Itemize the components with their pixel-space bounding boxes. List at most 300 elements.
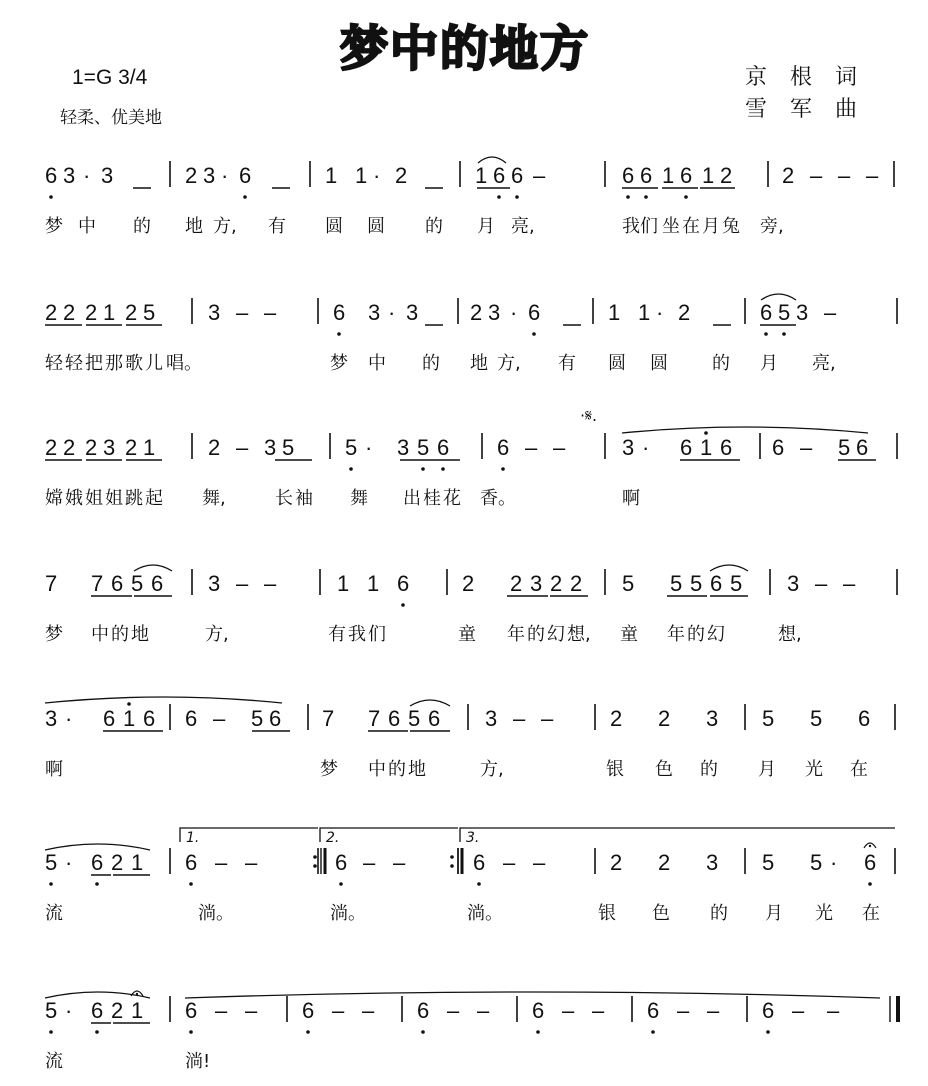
note: 6 — [185, 706, 198, 731]
note: 3 — [406, 300, 419, 325]
lyric-syllable: 桂 — [423, 488, 441, 509]
octave-dot-low — [49, 195, 53, 199]
lyric-syllable: 月 — [702, 216, 720, 237]
lyric-syllable: 方, — [213, 216, 237, 237]
octave-dot-low — [337, 332, 341, 336]
octave-dot-low — [49, 882, 53, 886]
duration-dash: – — [236, 300, 249, 325]
note: 2 — [658, 850, 671, 875]
octave-dot-low — [651, 1030, 655, 1034]
lyric-syllable: 们 — [368, 624, 386, 645]
octave-dot-low — [401, 603, 405, 607]
note: 6 — [680, 163, 693, 188]
lyric-syllable: 地 — [470, 353, 488, 374]
note: 3 — [203, 163, 216, 188]
lyric-syllable: 娥 — [65, 488, 83, 509]
duration-dash: – — [245, 998, 258, 1023]
lyric-syllable: 在 — [850, 759, 868, 780]
note: 7 — [368, 706, 381, 731]
lyric-syllable: 地 — [131, 624, 149, 645]
note: 6 — [710, 571, 723, 596]
octave-dot-low — [766, 1030, 770, 1034]
octave-dot-low — [764, 332, 768, 336]
note: 5 — [417, 435, 430, 460]
octave-dot-low — [684, 195, 688, 199]
lyric-syllable: 有 — [558, 353, 576, 374]
note: 2 — [678, 300, 691, 325]
song-title: 梦中的地方 — [339, 21, 590, 77]
note: 5 — [762, 850, 775, 875]
note: 6 — [397, 571, 410, 596]
duration-dash: – — [592, 998, 605, 1023]
lyric-syllable: 在 — [862, 903, 880, 924]
note: 3 — [530, 571, 543, 596]
lyric-syllable: 的 — [422, 353, 440, 374]
note: 1 — [123, 706, 136, 731]
lyric-syllable: 色 — [652, 903, 670, 924]
dot-mark: · — [65, 706, 73, 731]
duration-dash: – — [362, 998, 375, 1023]
lyric-syllable: 花 — [443, 488, 461, 509]
volta-bracket — [180, 828, 318, 842]
note: 1 — [325, 163, 338, 188]
lyric-syllable: 地 — [408, 759, 426, 780]
note: 3 — [485, 706, 498, 731]
duration-dash: – — [838, 163, 851, 188]
duration-dash: – — [245, 850, 258, 875]
note: 6 — [185, 850, 198, 875]
octave-dot-high — [127, 702, 131, 706]
lyric-syllable: 中 — [78, 216, 96, 237]
lyric-syllable: 轻 — [45, 353, 63, 374]
volta-number: 3. — [466, 830, 480, 846]
octave-dot-low — [421, 1030, 425, 1034]
duration-dash: – — [215, 998, 228, 1023]
note: 5 — [345, 435, 358, 460]
note: 2 — [462, 571, 475, 596]
note: 1 — [638, 300, 651, 325]
lyric-syllable: 童 — [458, 624, 476, 645]
lyric-syllable: 袖 — [295, 488, 313, 509]
lyric-syllable: 啊 — [45, 759, 63, 780]
note: 1 — [355, 163, 368, 188]
note: 6 — [864, 850, 877, 875]
note: 3 — [787, 571, 800, 596]
lyric-syllable: 的 — [710, 903, 728, 924]
repeat-dot — [313, 855, 317, 859]
note: 5 — [251, 706, 264, 731]
lyric-syllable: 亮, — [511, 216, 535, 237]
lyric-syllable: 们 — [640, 216, 658, 237]
note: 3 — [45, 706, 58, 731]
note: 2 — [185, 163, 198, 188]
note: 3 — [488, 300, 501, 325]
note: 7 — [322, 706, 335, 731]
octave-dot-low — [49, 1030, 53, 1034]
octave-dot-low — [515, 195, 519, 199]
note: 6 — [720, 435, 733, 460]
note: 2 — [111, 998, 124, 1023]
octave-dot-low — [497, 195, 501, 199]
note: 6 — [335, 850, 348, 875]
duration-dash: – — [213, 706, 226, 731]
note: 3 — [208, 571, 221, 596]
slur — [622, 427, 868, 433]
note: 2 — [658, 706, 671, 731]
lyric-syllable: 嫦 — [45, 488, 63, 509]
octave-dot-low — [782, 332, 786, 336]
lyric-syllable: 月 — [477, 216, 495, 237]
note: 1 — [103, 300, 116, 325]
note: 6 — [858, 706, 871, 731]
note: 6 — [417, 998, 430, 1023]
octave-dot-low — [644, 195, 648, 199]
lyric-syllable: 方, — [497, 353, 521, 374]
lyric-syllable: 方, — [480, 759, 504, 780]
lyric-syllable: 光 — [815, 903, 833, 924]
octave-dot-low — [532, 332, 536, 336]
note: 2 — [208, 435, 221, 460]
note: 2 — [610, 850, 623, 875]
lyric-syllable: 梦 — [45, 624, 63, 645]
tempo-marking: 轻柔、优美地 — [60, 108, 162, 128]
note: 1 — [143, 435, 156, 460]
dot-mark: · — [388, 300, 396, 325]
octave-dot-low — [95, 1030, 99, 1034]
note: 6 — [532, 998, 545, 1023]
duration-dash: – — [824, 300, 837, 325]
note: 2 — [125, 300, 138, 325]
lyric-syllable: 唱。 — [166, 353, 202, 374]
duration-dash: – — [236, 435, 249, 460]
note: 5 — [408, 706, 421, 731]
note: 5 — [45, 850, 58, 875]
duration-dash: – — [525, 435, 538, 460]
lyric-syllable: 的 — [700, 759, 718, 780]
duration-dash: – — [363, 850, 376, 875]
lyric-syllable: 圆 — [608, 353, 626, 374]
lyric-syllable: 淌。 — [198, 903, 234, 924]
duration-dash: – — [827, 998, 840, 1023]
dot-mark: · — [510, 300, 518, 325]
note: 6 — [91, 850, 104, 875]
duration-dash: – — [707, 998, 720, 1023]
lyric-syllable: 香。 — [480, 488, 516, 509]
note: 5 — [810, 850, 823, 875]
lyric-syllable: 有 — [328, 624, 346, 645]
note: 2 — [395, 163, 408, 188]
volta-bracket — [320, 828, 458, 842]
note: 7 — [91, 571, 104, 596]
lyric-syllable: 出 — [403, 488, 421, 509]
note: 7 — [45, 571, 58, 596]
note: 5 — [622, 571, 635, 596]
note: 6 — [437, 435, 450, 460]
note: 5 — [282, 435, 295, 460]
lyric-syllable: 的 — [388, 759, 406, 780]
lyric-syllable: 色 — [655, 759, 673, 780]
octave-dot-low — [501, 467, 505, 471]
note: 6 — [497, 435, 510, 460]
duration-dash: – — [236, 571, 249, 596]
note: 6 — [647, 998, 660, 1023]
note: 6 — [640, 163, 653, 188]
octave-dot-low — [421, 467, 425, 471]
lyric-syllable: 圆 — [650, 353, 668, 374]
lyric-syllable: 把 — [85, 353, 103, 374]
lyric-syllable: 我 — [622, 216, 640, 237]
lyric-syllable: 幻 — [707, 624, 725, 645]
dot-mark: · — [373, 163, 381, 188]
lyric-syllable: 年 — [667, 624, 685, 645]
lyric-syllable: 长 — [275, 488, 293, 509]
note: 2 — [782, 163, 795, 188]
note: 6 — [269, 706, 282, 731]
duration-dash: – — [447, 998, 460, 1023]
note: 6 — [239, 163, 252, 188]
note: 3 — [706, 850, 719, 875]
note: 3 — [622, 435, 635, 460]
note: 6 — [511, 163, 524, 188]
note: 5 — [730, 571, 743, 596]
dot-mark: · — [83, 163, 91, 188]
lyric-syllable: 的 — [712, 353, 730, 374]
note: 6 — [760, 300, 773, 325]
note: 3 — [264, 435, 277, 460]
lyric-syllable: 想, — [567, 624, 591, 645]
duration-dash: – — [393, 850, 406, 875]
note: 1 — [702, 163, 715, 188]
lyric-syllable: 月 — [765, 903, 783, 924]
lyric-syllable: 想, — [778, 624, 802, 645]
lyric-syllable: 淌。 — [330, 903, 366, 924]
note: 6 — [333, 300, 346, 325]
note: 6 — [622, 163, 635, 188]
key-signature: 1=G 3/4 — [72, 66, 148, 89]
note: 6 — [680, 435, 693, 460]
lyric-syllable: 儿 — [145, 353, 163, 374]
note: 2 — [570, 571, 583, 596]
octave-dot-low — [349, 467, 353, 471]
lyric-syllable: 方, — [205, 624, 229, 645]
octave-dot-low — [339, 882, 343, 886]
duration-dash: – — [513, 706, 526, 731]
note: 2 — [63, 300, 76, 325]
note: 3 — [103, 435, 116, 460]
dot-mark: · — [365, 435, 373, 460]
octave-dot-low — [189, 1030, 193, 1034]
note: 3 — [208, 300, 221, 325]
lyric-syllable: 圆 — [367, 216, 385, 237]
repeat-dot — [313, 864, 317, 868]
note: 3 — [397, 435, 410, 460]
dot-mark: · — [830, 850, 838, 875]
volta-number: 2. — [326, 830, 340, 846]
volta-number: 1. — [186, 830, 200, 846]
note: 1 — [475, 163, 488, 188]
octave-dot-low — [441, 467, 445, 471]
lyric-syllable: 光 — [805, 759, 823, 780]
duration-dash: – — [553, 435, 566, 460]
lyric-syllable: 地 — [185, 216, 203, 237]
note: 2 — [45, 300, 58, 325]
note: 2 — [85, 435, 98, 460]
note: 6 — [91, 998, 104, 1023]
note: 2 — [45, 435, 58, 460]
note: 6 — [45, 163, 58, 188]
octave-dot-low — [189, 882, 193, 886]
note: 3 — [706, 706, 719, 731]
note: 5 — [143, 300, 156, 325]
lyric-syllable: 淌! — [185, 1051, 211, 1072]
note: 6 — [103, 706, 116, 731]
duration-dash: – — [541, 706, 554, 731]
note: 6 — [302, 998, 315, 1023]
note: 6 — [493, 163, 506, 188]
repeat-dot — [450, 855, 454, 859]
dot-mark: · — [65, 998, 73, 1023]
note: 6 — [856, 435, 869, 460]
note: 3 — [368, 300, 381, 325]
lyric-syllable: 银 — [606, 759, 624, 780]
lyric-syllable: 的 — [425, 216, 443, 237]
octave-dot-low — [95, 882, 99, 886]
lyric-syllable: 月 — [760, 353, 778, 374]
lyric-syllable: 中 — [368, 759, 386, 780]
lyric-syllable: 我 — [348, 624, 366, 645]
fermata-dot — [869, 845, 871, 847]
lyric-syllable: 亮, — [812, 353, 836, 374]
lyric-syllable: 的 — [111, 624, 129, 645]
lyric-syllable: 梦 — [320, 759, 338, 780]
note: 5 — [778, 300, 791, 325]
duration-dash: – — [677, 998, 690, 1023]
duration-dash: – — [332, 998, 345, 1023]
duration-dash: – — [503, 850, 516, 875]
lyric-syllable: 在 — [682, 216, 700, 237]
note: 6 — [388, 706, 401, 731]
note: 6 — [473, 850, 486, 875]
note: 2 — [111, 850, 124, 875]
octave-dot-low — [306, 1030, 310, 1034]
note: 6 — [185, 998, 198, 1023]
lyric-syllable: 轻 — [65, 353, 83, 374]
note: 2 — [85, 300, 98, 325]
lyric-syllable: 中 — [91, 624, 109, 645]
composer-credit: 雪 军 曲 — [745, 97, 865, 122]
note: 6 — [428, 706, 441, 731]
note: 5 — [690, 571, 703, 596]
octave-dot-low — [477, 882, 481, 886]
lyric-syllable: 的 — [527, 624, 545, 645]
dot-mark: · — [642, 435, 650, 460]
lyric-syllable: 姐 — [85, 488, 103, 509]
duration-dash: – — [533, 850, 546, 875]
note: 2 — [550, 571, 563, 596]
lyric-syllable: 那 — [105, 353, 123, 374]
note: 2 — [125, 435, 138, 460]
duration-dash: – — [477, 998, 490, 1023]
lyric-syllable: 圆 — [325, 216, 343, 237]
note: 5 — [670, 571, 683, 596]
duration-dash: – — [792, 998, 805, 1023]
note: 5 — [762, 706, 775, 731]
note: 2 — [470, 300, 483, 325]
lyric-syllable: 梦 — [45, 216, 63, 237]
note: 6 — [143, 706, 156, 731]
lyricist-credit: 京 根 词 — [745, 65, 865, 90]
note: 5 — [131, 571, 144, 596]
lyric-syllable: 淌。 — [467, 903, 503, 924]
note: 5 — [810, 706, 823, 731]
lyric-syllable: 兔 — [722, 216, 740, 237]
duration-dash: – — [533, 163, 546, 188]
slur — [45, 697, 282, 703]
note: 3 — [101, 163, 114, 188]
note: 3 — [796, 300, 809, 325]
lyric-syllable: 舞 — [350, 488, 368, 509]
note: 6 — [528, 300, 541, 325]
note: 6 — [151, 571, 164, 596]
duration-dash: – — [800, 435, 813, 460]
lyric-syllable: 幻 — [547, 624, 565, 645]
duration-dash: – — [815, 571, 828, 596]
lyric-syllable: 月 — [758, 759, 776, 780]
lyric-syllable: 舞, — [202, 488, 226, 509]
note: 1 — [131, 850, 144, 875]
dot-mark: · — [656, 300, 664, 325]
duration-dash: – — [562, 998, 575, 1023]
note: 2 — [610, 706, 623, 731]
lyric-syllable: 梦 — [330, 353, 348, 374]
note: 6 — [111, 571, 124, 596]
dot-mark: · — [65, 850, 73, 875]
lyric-syllable: 坐 — [662, 216, 680, 237]
duration-dash: – — [810, 163, 823, 188]
note: 5 — [838, 435, 851, 460]
lyric-syllable: 银 — [598, 903, 616, 924]
lyric-syllable: 姐 — [105, 488, 123, 509]
note: 1 — [662, 163, 675, 188]
dot-mark: · — [221, 163, 229, 188]
duration-dash: – — [264, 300, 277, 325]
note: 1 — [608, 300, 621, 325]
lyric-syllable: 童 — [620, 624, 638, 645]
lyric-syllable: 跳 — [125, 488, 143, 509]
lyric-syllable: 流 — [45, 903, 63, 924]
lyric-syllable: 流 — [45, 1051, 63, 1072]
lyric-syllable: 旁, — [760, 216, 784, 237]
note: 1 — [337, 571, 350, 596]
lyric-syllable: 的 — [133, 216, 151, 237]
note: 2 — [510, 571, 523, 596]
note: 5 — [45, 998, 58, 1023]
volta-bracket — [460, 828, 895, 842]
duration-dash: – — [264, 571, 277, 596]
note: 1 — [700, 435, 713, 460]
note: 1 — [367, 571, 380, 596]
lyric-syllable: 年 — [507, 624, 525, 645]
repeat-dot — [450, 864, 454, 868]
lyric-syllable: 的 — [687, 624, 705, 645]
octave-dot-low — [536, 1030, 540, 1034]
lyric-syllable: 中 — [368, 353, 386, 374]
lyric-syllable: 起 — [145, 488, 163, 509]
segno-sign: ·𝄋. — [580, 406, 598, 425]
octave-dot-low — [868, 882, 872, 886]
note: 1 — [131, 998, 144, 1023]
lyric-syllable: 啊 — [622, 488, 640, 509]
